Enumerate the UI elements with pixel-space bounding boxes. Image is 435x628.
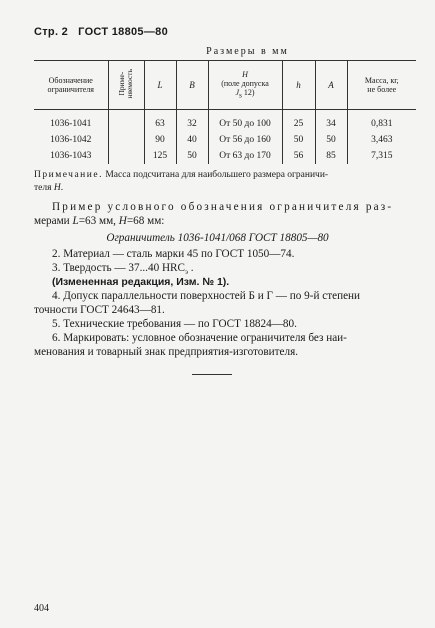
cell-B: 40 — [176, 132, 208, 148]
cell-mass: 0,831 — [347, 110, 416, 133]
cell-H: От 63 до 170 — [208, 148, 282, 164]
cell-H: От 56 до 160 — [208, 132, 282, 148]
item-parallelism-cont: точности ГОСТ 24643—81. — [34, 304, 165, 316]
cell-A: 50 — [315, 132, 347, 148]
cell-h: 25 — [282, 110, 315, 133]
cell-applicability — [108, 110, 144, 133]
item-marking-cont: менования и товарный знак предприятия-изготовителя. — [34, 346, 299, 358]
table-row — [34, 110, 416, 133]
cell-A: 34 — [315, 110, 347, 133]
page-label: Стр. 2 — [34, 26, 69, 38]
cell-A: 85 — [315, 148, 347, 164]
cell-designation: 1036-1042 — [50, 135, 92, 145]
item-marking: 6. Маркировать: условное обозначение ограничителя без наи- — [52, 332, 347, 344]
item-hardness: 3. Твердость — 37...40 $HRC_э$ . — [52, 262, 194, 277]
header-mass: Масса, кг, не более — [347, 61, 416, 110]
cell-mass: 7,315 — [347, 148, 416, 164]
dimensions-table — [34, 60, 416, 164]
cell-designation: 1036-1041 — [50, 119, 92, 129]
cell-applicability — [108, 132, 144, 148]
cell-mass: 3,463 — [347, 132, 416, 148]
table-note: Примечание. Масса подсчитана для наибольшего размера ограничи- теля H. — [34, 170, 329, 193]
cell-B: 50 — [176, 148, 208, 164]
header-B: B — [176, 61, 208, 110]
header-A: A — [315, 61, 347, 110]
header-L: L — [144, 61, 176, 110]
cell-L: 90 — [144, 132, 176, 148]
cell-B: 32 — [176, 110, 208, 133]
example-designation: Ограничитель 1036-1041/068 ГОСТ 18805—80 — [106, 232, 329, 244]
table-caption: Размеры в мм — [206, 46, 289, 57]
item-parallelism: 4. Допуск параллельности поверхностей Б и Г — по 9-й степени — [52, 290, 361, 302]
page-header — [34, 26, 168, 38]
table-row — [34, 148, 416, 164]
item-material: 2. Материал — сталь марки 45 по ГОСТ 1050—74. — [52, 248, 295, 260]
item-tech-requirements: 5. Технические требования — по ГОСТ 18824—80. — [52, 318, 297, 330]
header-designation: Обозначение ограничителя — [47, 76, 94, 94]
cell-h: 50 — [282, 132, 315, 148]
end-rule — [192, 374, 232, 375]
cell-H: От 50 до 100 — [208, 110, 282, 133]
cell-applicability — [108, 148, 144, 164]
cell-h: 56 — [282, 148, 315, 164]
cell-designation: 1036-1043 — [50, 151, 92, 161]
example-heading: Пример условного обозначения ограничителя раз- — [52, 201, 394, 213]
header-applicability: Приме- няемость — [108, 61, 144, 110]
changed-edition-note: (Измененная редакция, Изм. № 1). — [52, 276, 230, 288]
cell-L: 63 — [144, 110, 176, 133]
page-number: 404 — [34, 603, 49, 614]
header-h: h — [282, 61, 315, 110]
header-H: H (поле допуска $J_s$ 12) — [208, 61, 282, 110]
note-label: Примечание. — [34, 170, 103, 180]
cell-L: 125 — [144, 148, 176, 164]
table-row — [34, 132, 416, 148]
example-dimensions: мерами L=63 мм, H=68 мм: — [34, 215, 165, 227]
standard-number: ГОСТ 18805—80 — [78, 26, 168, 38]
